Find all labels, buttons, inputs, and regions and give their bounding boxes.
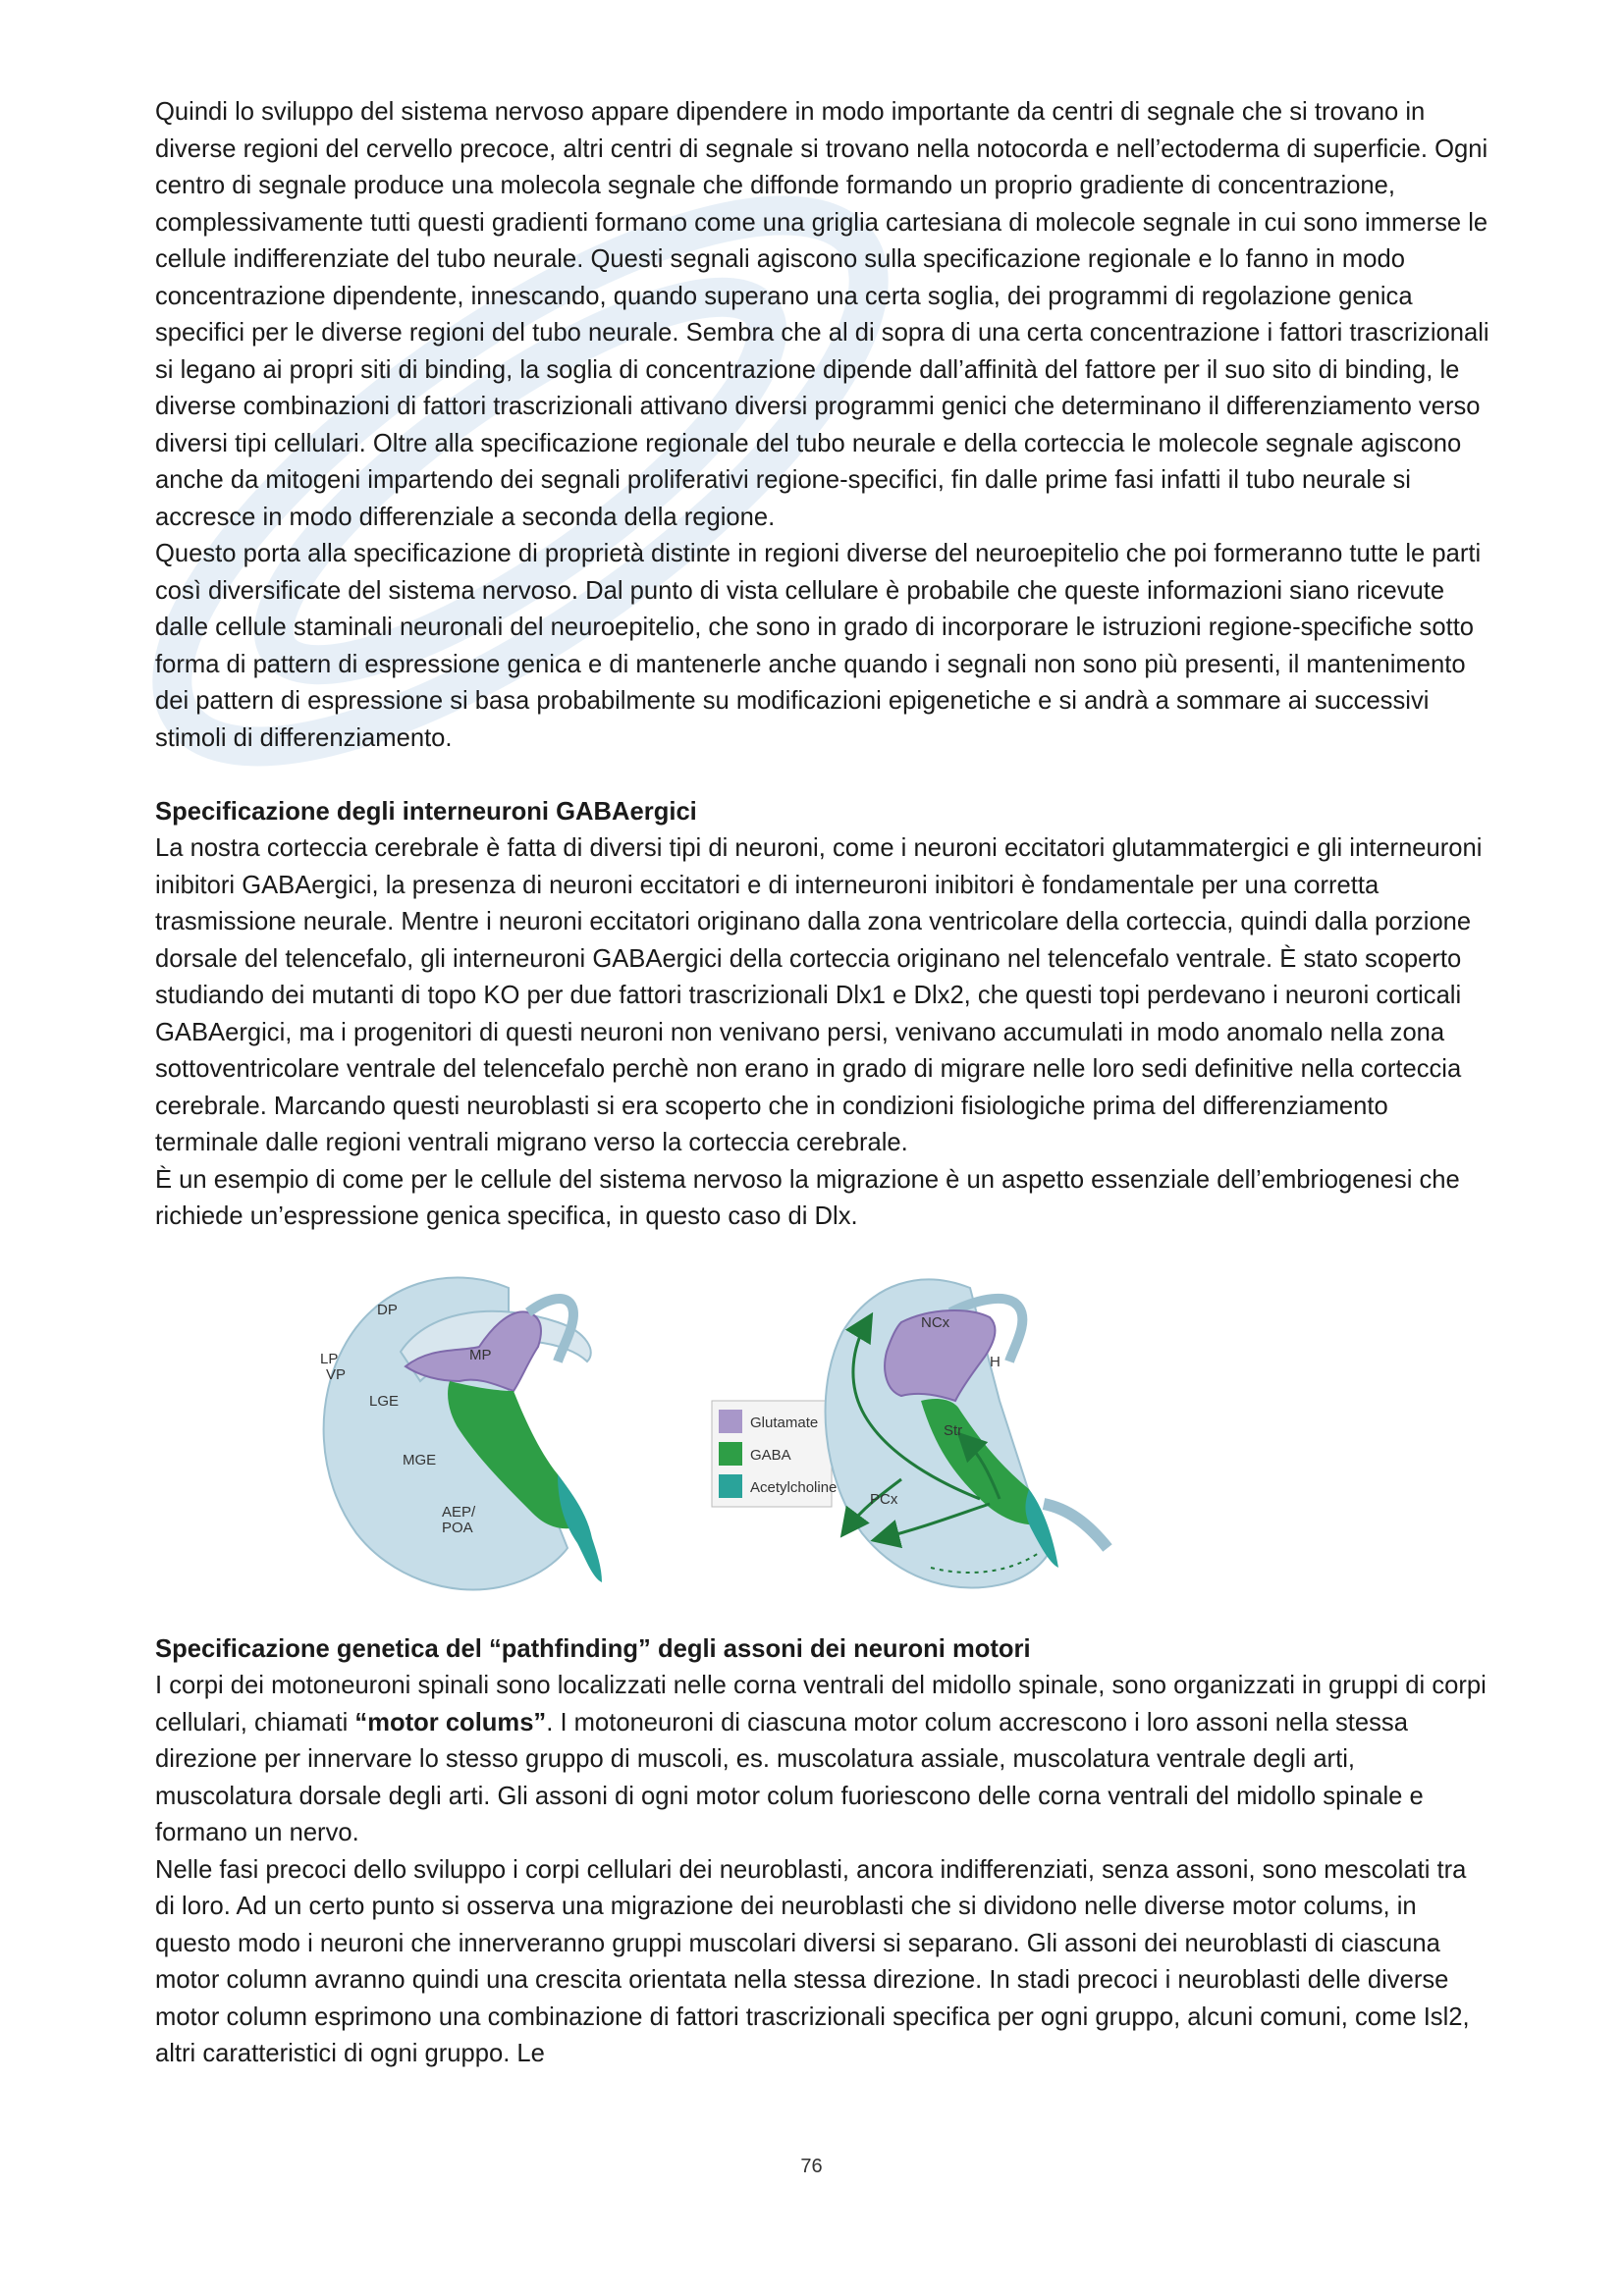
page-number: 76 (800, 2156, 823, 2177)
label-str: Str (944, 1421, 963, 1439)
section-heading: Specificazione degli interneuroni GABAergici (155, 797, 697, 826)
label-lge: LGE (369, 1392, 400, 1410)
section-heading: Specificazione genetica del “pathfinding” degli assoni dei neuroni motori (155, 1634, 1031, 1663)
paragraph: Nelle fasi precoci dello sviluppo i corpi cellulari dei neuroblasti, ancora indifferenziati, senza assoni, sono mescolati tra di loro. Ad un certo punto si osserva una migrazione dei neuroblasti che si dividono nelle diverse motor colums, in questo modo i neuroni che innerveranno gruppi muscolari diversi si separano. Gli assoni dei neuroblasti di ciascuna motor column avranno quindi una crescita orientata nella stessa direzione. In stadi precoci i neuroblasti delle diverse motor column esprimono una combinazione di fattori trascrizionali specifica per ogni gruppo, alcuni comuni, come Isl2, altri caratteristici di ogni gruppo. Le (155, 1855, 1470, 2067)
legend-swatch-glutamate (719, 1410, 742, 1433)
left-hemisphere (320, 1277, 602, 1589)
legend-label-acetylcholine: Acetylcholine (750, 1478, 838, 1496)
bold-term: “motor colums” (354, 1708, 547, 1736)
paragraph-text: . I motoneuroni di ciascuna motor colum accrescono i loro assoni nella stessa direzione per innervare lo stesso gruppo di muscoli, es. muscolatura assiale, muscolatura ventrale degli arti, muscolatura dorsale degli arti. Gli assoni di ogni motor colum fuoriescono delle corna ventrali del midollo spinale e formano un nervo. (155, 1708, 1424, 1846)
telencephalon-diagram (155, 1254, 1490, 1602)
label-h: H (990, 1353, 1001, 1370)
label-mge: MGE (403, 1451, 437, 1468)
label-aep: AEP/ (442, 1503, 476, 1521)
brain-figure (155, 1254, 1490, 1602)
legend-label-glutamate: Glutamate (750, 1414, 819, 1431)
label-mp: MP (469, 1346, 492, 1363)
paragraph: È un esempio di come per le cellule del sistema nervoso la migrazione è un aspetto essenziale dell’embriogenesi che richiede un’espressione genica specifica, in questo caso di Dlx. (155, 1165, 1460, 1230)
legend (712, 1401, 837, 1507)
label-pcx: PCx (870, 1490, 898, 1508)
label-dp: DP (377, 1301, 398, 1318)
paragraph-text: I corpi dei motoneuroni spinali sono localizzati nelle corna ventrali del midollo spinale, sono organizzati in gruppi di corpi cellulari, chiamati (155, 1672, 1487, 1736)
legend-swatch-acetylcholine (719, 1474, 742, 1498)
paragraph (155, 1668, 1490, 1852)
legend-swatch-gaba (719, 1442, 742, 1466)
label-vp: VP (326, 1365, 347, 1383)
right-hemisphere (826, 1279, 1108, 1587)
label-lp: LP (320, 1350, 339, 1367)
label-poa: POA (442, 1519, 473, 1536)
paragraph: Quindi lo sviluppo del sistema nervoso appare dipendere in modo importante da centri di segnale che si trovano in diverse regioni del cervello precoce, altri centri di segnale si trovano nella notocorda e nell’ectoderma di superficie. Ogni centro di segnale produce una molecola segnale che diffonde formando un proprio gradiente di concentrazione, complessivamente tutti questi gradienti formano come una griglia cartesiana di molecole segnale in cui sono immerse le cellule indifferenziate del tubo neurale. Questi segnali agiscono sulla specificazione regionale e lo fanno in modo concentrazione dipendente, innescando, quando superano una certa soglia, dei programmi di regolazione genica specifici per le diverse regioni del tubo neurale. Sembra che al di sopra di una certa concentrazione i fattori trascrizionali si legano ai propri siti di binding, la soglia di concentrazione dipende dall’affinità del fattore per il suo sito di binding, le diverse combinazioni di fattori trascrizionali attivano diversi programmi genici che determinano il differenziamento verso diversi tipi cellulari. Oltre alla specificazione regionale del tubo neurale e della corteccia le molecole segnale agiscono anche da mitogeni impartendo dei segnali proliferativi regione-specifici, fin dalle prime fasi infatti il tubo neurale si accresce in modo differenziale a seconda della regione. (155, 98, 1489, 531)
label-ncx: NCx (921, 1313, 950, 1331)
paragraph: Questo porta alla specificazione di proprietà distinte in regioni diverse del neuroepitelio che poi formeranno tutte le parti così diversificate del sistema nervoso. Dal punto di vista cellulare è probabile che queste informazioni siano ricevute dalle cellule staminali neuronali del neuroepitelio, che sono in grado di incorporare le istruzioni regione-specifiche sotto forma di pattern di espressione genica e di mantenerle anche quando i segnali non sono più presenti, il mantenimento dei pattern di espressione si basa probabilmente su modificazioni epigenetiche e si andrà a sommare ai successivi stimoli di differenziamento. (155, 540, 1482, 752)
paragraph: La nostra corteccia cerebrale è fatta di diversi tipi di neuroni, come i neuroni eccitatori glutammatergici e gli interneuroni inibitori GABAergici, la presenza di neuroni eccitatori e di interneuroni inibitori è fondamentale per una corretta trasmissione neurale. Mentre i neuroni eccitatori originano dalla zona ventricolare della corteccia, quindi dalla porzione dorsale del telencefalo, gli interneuroni GABAergici della corteccia originano nel telencefalo ventrale. È stato scoperto studiando dei mutanti di topo KO per due fattori trascrizionali Dlx1 e Dlx2, che questi topi perdevano i neuroni corticali GABAergici, ma i progenitori di questi neuroni non venivano persi, venivano accumulati in modo anomalo nella zona sottoventricolare ventrale del telencefalo perchè non erano in grado di migrare nelle loro sedi definitive nella corteccia cerebrale. Marcando questi neuroblasti si era scoperto che in condizioni fisiologiche prima del differenziamento terminale dalle regioni ventrali migrano verso la corteccia cerebrale. (155, 834, 1483, 1156)
document-page (155, 94, 1490, 2073)
legend-label-gaba: GABA (750, 1446, 791, 1464)
